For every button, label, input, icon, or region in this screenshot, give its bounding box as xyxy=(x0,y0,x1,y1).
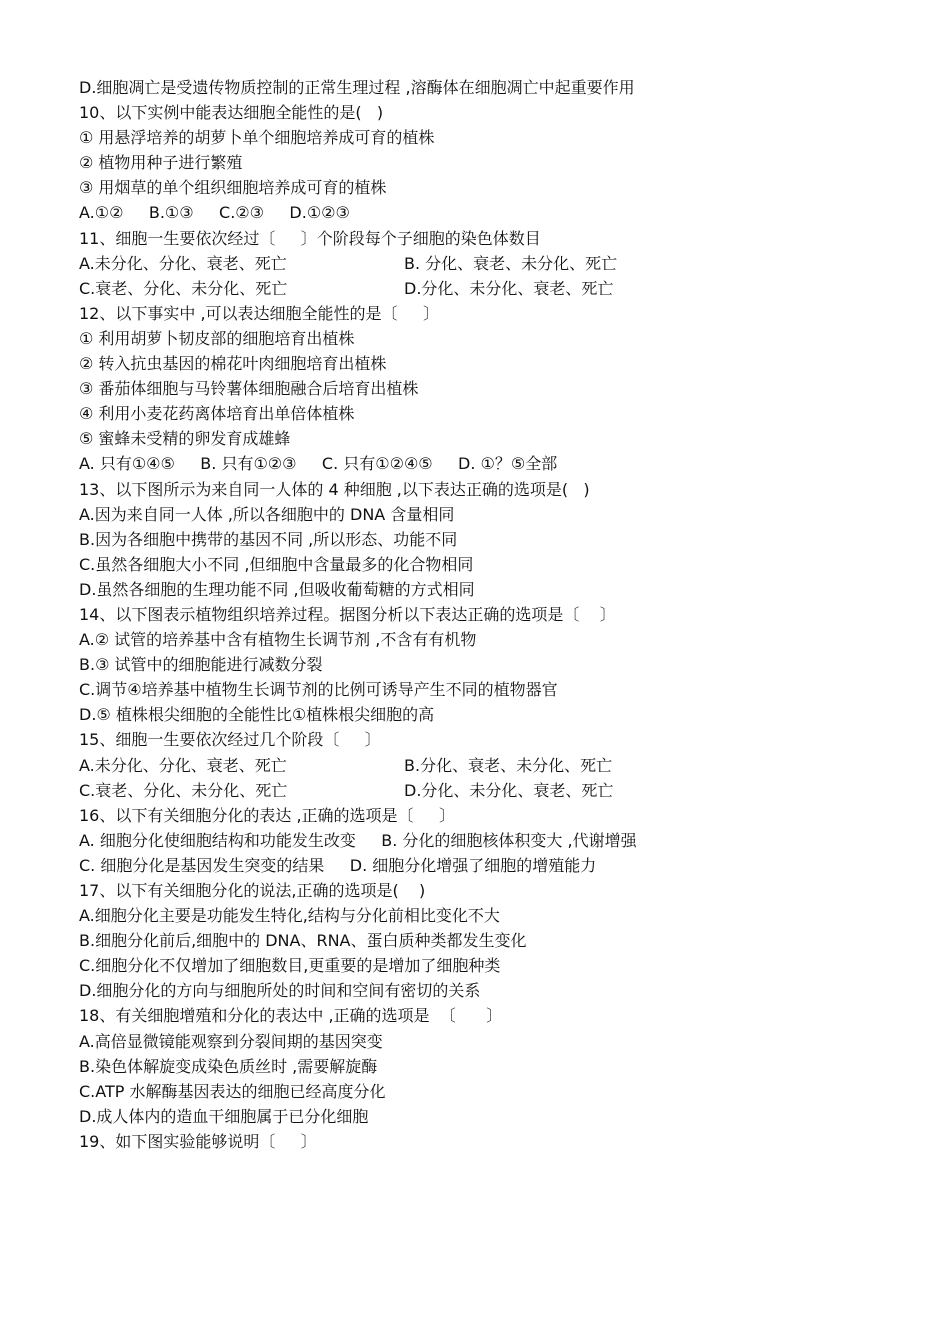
text-line: 17、以下有关细胞分化的说法,正确的选项是( ) xyxy=(79,881,426,900)
text-line: B.因为各细胞中携带的基因不同 ,所以形态、功能不同 xyxy=(79,529,458,549)
text-line: C. 细胞分化是基因发生突变的结果 D. 细胞分化增强了细胞的增殖能力 xyxy=(79,855,597,875)
text-line: C.虽然各细胞大小不同 ,但细胞中含量最多的化合物相同 xyxy=(79,554,474,574)
text-line: A.高倍显微镜能观察到分裂间期的基因突变 xyxy=(79,1031,383,1051)
text-line: ③ 用烟草的单个组织细胞培养成可育的植株 xyxy=(79,178,387,198)
text-line: ② 转入抗虫基因的棉花叶肉细胞培育出植株 xyxy=(79,354,387,374)
text-line: 10、以下实例中能表达细胞全能性的是( ) xyxy=(79,103,384,123)
text-line: 13、以下图所示为来自同一人体的 4 种细胞 ,以下表达正确的选项是( ) xyxy=(79,479,590,499)
text-line: ① 利用胡萝卜韧皮部的细胞培育出植株 xyxy=(79,328,355,348)
option-right: B.分化、衰老、未分化、死亡 xyxy=(404,755,613,775)
text-line: C.ATP 水解酶基因表达的细胞已经高度分化 xyxy=(79,1081,386,1101)
text-line: ④ 利用小麦花药离体培育出单倍体植株 xyxy=(79,404,355,424)
text-line: A. 细胞分化使细胞结构和功能发生改变 B. 分化的细胞核体积变大 ,代谢增强 xyxy=(79,830,637,850)
text-line: 12、以下事实中 ,可以表达细胞全能性的是〔 〕 xyxy=(79,303,439,323)
text-line: A.因为来自同一人体 ,所以各细胞中的 DNA 含量相同 xyxy=(79,504,455,524)
text-line: 15、细胞一生要依次经过几个阶段〔 〕 xyxy=(79,730,381,750)
text-line: D.细胞凋亡是受遗传物质控制的正常生理过程 ,溶酶体在细胞凋亡中起重要作用 xyxy=(79,78,635,97)
text-line: A.①② B.①③ C.②③ D.①②③ xyxy=(79,203,350,223)
text-line: D.⑤ 植株根尖细胞的全能性比①植株根尖细胞的高 xyxy=(79,705,435,725)
option-right: D.分化、未分化、衰老、死亡 xyxy=(404,278,614,298)
text-line: 11、细胞一生要依次经过〔 〕个阶段每个子细胞的染色体数目 xyxy=(79,228,541,248)
text-line: ① 用悬浮培养的胡萝卜单个细胞培养成可育的植株 xyxy=(79,128,435,148)
text-line: ② 植物用种子进行繁殖 xyxy=(79,153,243,173)
text-line: 19、如下图实验能够说明〔 〕 xyxy=(79,1131,317,1151)
text-line: D.虽然各细胞的生理功能不同 ,但吸收葡萄糖的方式相同 xyxy=(79,579,475,599)
text-line: A.细胞分化主要是功能发生特化,结构与分化前相比变化不大 xyxy=(79,906,500,926)
text-line: A.② 试管的培养基中含有植物生长调节剂 ,不含有有机物 xyxy=(79,630,477,650)
text-line: 16、以下有关细胞分化的表达 ,正确的选项是〔 〕 xyxy=(79,805,455,825)
text-line: ③ 番茄体细胞与马铃薯体细胞融合后培育出植株 xyxy=(79,379,419,399)
text-line: C.调节④培养基中植物生长调节剂的比例可诱导产生不同的植物器官 xyxy=(79,680,558,700)
text-line: 14、以下图表示植物组织培养过程。据图分析以下表达正确的选项是〔 〕 xyxy=(79,604,616,624)
text-line-two-column xyxy=(79,778,899,803)
text-line-two-column xyxy=(79,251,899,276)
text-line: 18、有关细胞增殖和分化的表达中 ,正确的选项是 〔 〕 xyxy=(79,1006,503,1026)
option-left: C.衰老、分化、未分化、死亡 xyxy=(79,278,288,298)
option-left: A.未分化、分化、衰老、死亡 xyxy=(79,253,287,273)
option-left: C.衰老、分化、未分化、死亡 xyxy=(79,780,288,800)
text-line: B.细胞分化前后,细胞中的 DNA、RNA、蛋白质种类都发生变化 xyxy=(79,931,527,951)
option-right: B. 分化、衰老、未分化、死亡 xyxy=(404,253,618,273)
option-right: D.分化、未分化、衰老、死亡 xyxy=(404,780,614,800)
text-line: A. 只有①④⑤ B. 只有①②③ C. 只有①②④⑤ D. ①？⑤全部 xyxy=(79,454,558,474)
option-left: A.未分化、分化、衰老、死亡 xyxy=(79,755,287,775)
text-line-two-column xyxy=(79,753,899,778)
text-line: C.细胞分化不仅增加了细胞数目,更重要的是增加了细胞种类 xyxy=(79,956,501,976)
text-line-two-column xyxy=(79,276,899,301)
text-line: D.细胞分化的方向与细胞所处的时间和空间有密切的关系 xyxy=(79,981,481,1001)
text-line: ⑤ 蜜蜂未受精的卵发育成雄蜂 xyxy=(79,429,291,449)
text-line: B.③ 试管中的细胞能进行减数分裂 xyxy=(79,655,323,675)
question-list xyxy=(79,75,899,1154)
text-line: D.成人体内的造血干细胞属于已分化细胞 xyxy=(79,1106,369,1126)
text-line: B.染色体解旋变成染色质丝时 ,需要解旋酶 xyxy=(79,1056,378,1076)
